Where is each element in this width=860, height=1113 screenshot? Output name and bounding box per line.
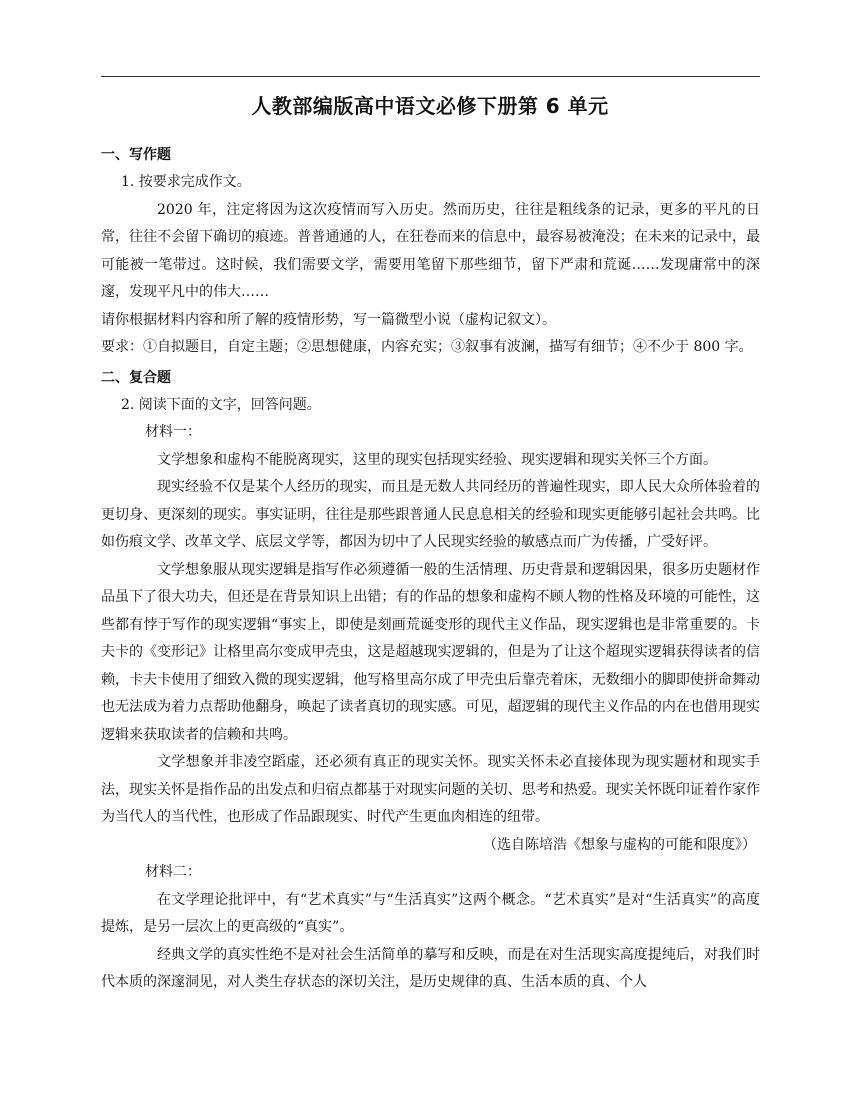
header-rule — [101, 76, 760, 77]
question-1: 1. 按要求完成作文。 — [121, 174, 251, 190]
question-2: 2. 阅读下面的文字，回答问题。 — [121, 396, 321, 413]
material-2-paragraph: 在文学理论批评中，有“艺术真实”与“生活真实”这两个概念。“艺术真实”是对“生活真实”的高度提炼，是另一层次上的更高级的“真实”。 — [101, 891, 760, 935]
material-1-source: （选自陈培浩《想象与虚构的可能和限度》） — [483, 836, 756, 853]
material-1-paragraph: 文学想象并非凌空蹈虚，还必须有真正的现实关怀。现实关怀未必直接体现为现实题材和现实手法，现实关怀是指作品的出发点和归宿点都基于对现实问题的关切、思考和热爱。现实关怀既印证着作家作为当代人的当代性，也形成了作品跟现实、时代产生更血肉相连的纽带。 — [101, 754, 760, 825]
document-body — [101, 141, 760, 997]
material-2-label: 材料二： — [145, 864, 201, 880]
section-heading-composite: 二、复合题 — [101, 369, 171, 386]
material-1-paragraph: 文学想象和虚构不能脱离现实，这里的现实包括现实经验、现实逻辑和现实关怀三个方面。 — [157, 451, 717, 468]
section-heading-writing: 一、写作题 — [101, 147, 171, 163]
question-1-material: 2020 年，注定将因为这次疫情而写入历史。然而历史，往往是粗线条的记录，更多的平凡的日常，往往不会留下确切的痕迹。普普通通的人，在狂卷而来的信息中，最容易被淹没；在未来的记录中，最可能被一笔带过。这时候，我们需要文学，需要用笔留下那些细节，留下严肃和荒诞……发现庸常中的深邃，发现平凡中的伟大…… — [101, 201, 760, 300]
question-1-task: 请你根据材料内容和所了解的疫情形势，写一篇微型小说（虚构记叙文）。 — [101, 311, 556, 328]
material-2-paragraph: 经典文学的真实性绝不是对社会生活简单的摹写和反映，而是在对生活现实高度提纯后，对我们时代本质的深邃洞见，对人类生存状态的深切关注，是历史规律的真、生活本质的真、个人 — [101, 946, 760, 990]
question-1-requirements: 要求：①自拟题目，自定主题；②思想健康，内容充实；③叙事有波澜，描写有细节；④不少于 800 字。 — [101, 339, 753, 355]
material-1-paragraph: 文学想象服从现实逻辑是指写作必须遵循一般的生活情理、历史背景和逻辑因果，很多历史题材作品虽下了很大功夫，但还是在背景知识上出错；有的作品的想象和虚构不顾人物的性格及环境的可能性，这些都有悖于写作的现实逻辑“事实上，即使是刻画荒诞变形的现代主义作品，现实逻辑也是非常重要的。卡夫卡的《变形记》让格里高尔变成甲壳虫，这是超越现实逻辑的，但是为了让这个超现实逻辑获得读者的信赖，卡夫卡使用了细致入微的现实逻辑，他写格里高尔成了甲壳虫后靠壳着床，无数细小的脚即使拼命舞动也无法成为着力点帮助他翻身，唤起了读者真切的现实感。可见，超逻辑的现代主义作品的内在也借用现实逻辑来获取读者的信赖和共鸣。 — [101, 561, 760, 743]
material-1-label: 材料一： — [145, 424, 201, 440]
material-1-paragraph: 现实经验不仅是某个人经历的现实，而且是无数人共同经历的普遍性现实，即人民大众所体验着的更切身、更深刻的现实。事实证明，往往是那些跟普通人民息息相关的经验和现实更能够引起社会共鸣。比如伤痕文学、改革文学、底层文学等，都因为切中了人民现实经验的敏感点而广为传播，广受好评。 — [101, 479, 760, 550]
page-title: 人教部编版高中语文必修下册第 6 单元 — [251, 94, 609, 118]
